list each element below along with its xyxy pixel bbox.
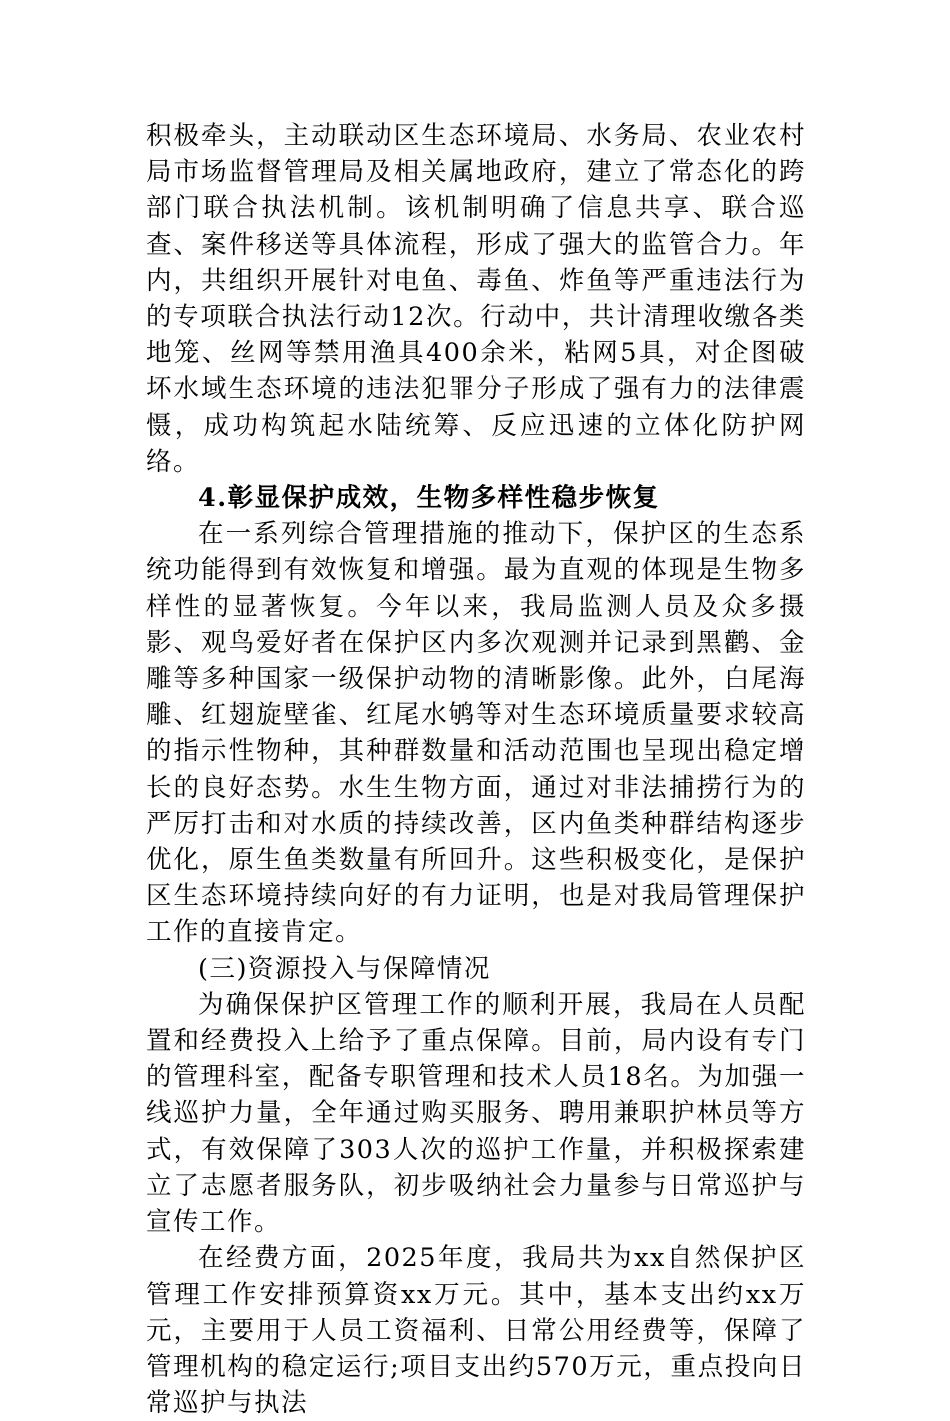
document-page xyxy=(146,118,806,1421)
section-heading-biodiversity: 4.彰显保护成效，生物多样性稳步恢复 xyxy=(198,483,660,514)
paragraph-biodiversity: 在一系列综合管理措施的推动下，保护区的生态系统功能得到有效恢复和增强。最为直观的体现是生物多样性的显著恢复。今年以来，我局监测人员及众多摄影、观鸟爱好者在保护区内多次观测并记录到黑鹳、金雕等多种国家一级保护动物的清晰影像。此外，白尾海雕、红翅旋壁雀、红尾水鸲等对生态环境质量要求较高的指示性物种，其种群数量和活动范围也呈现出稳定增长的良好态势。水生生物方面，通过对非法捕捞行为的严厉打击和对水质的持续改善，区内鱼类种群结构逐步优化，原生鱼类数量有所回升。这些积极变化，是保护区生态环境持续向好的有力证明，也是对我局管理保护工作的直接肯定。 xyxy=(146,519,806,948)
paragraph-funding: 在经费方面，2025年度，我局共为xx自然保护区管理工作安排预算资xx万元。其中，基本支出约xx万元，主要用于人员工资福利、日常公用经费等，保障了管理机构的稳定运行;项目支出约570万元，重点投向日常巡护与执法 xyxy=(146,1243,806,1419)
section-heading-resources: (三)资源投入与保障情况 xyxy=(198,953,491,984)
paragraph-joint-enforcement: 积极牵头，主动联动区生态环境局、水务局、农业农村局市场监督管理局及相关属地政府，建立了常态化的跨部门联合执法机制。该机制明确了信息共享、联合巡查、案件移送等具体流程，形成了强大的监管合力。年内，共组织开展针对电鱼、毒鱼、炸鱼等严重违法行为的专项联合执法行动12次。行动中，共计清理收缴各类地笼、丝网等禁用渔具400余米，粘网5具，对企图破坏水域生态环境的违法犯罪分子形成了强有力的法律震慑，成功构筑起水陆统筹、反应迅速的立体化防护网络。 xyxy=(146,121,806,477)
paragraph-staffing: 为确保保护区管理工作的顺利开展，我局在人员配置和经费投入上给予了重点保障。目前，局内设有专门的管理科室，配备专职管理和技术人员18名。为加强一线巡护力量，全年通过购买服务、聘用兼职护林员等方式，有效保障了303人次的巡护工作量，并积极探索建立了志愿者服务队，初步吸纳社会力量参与日常巡护与宣传工作。 xyxy=(146,989,806,1238)
